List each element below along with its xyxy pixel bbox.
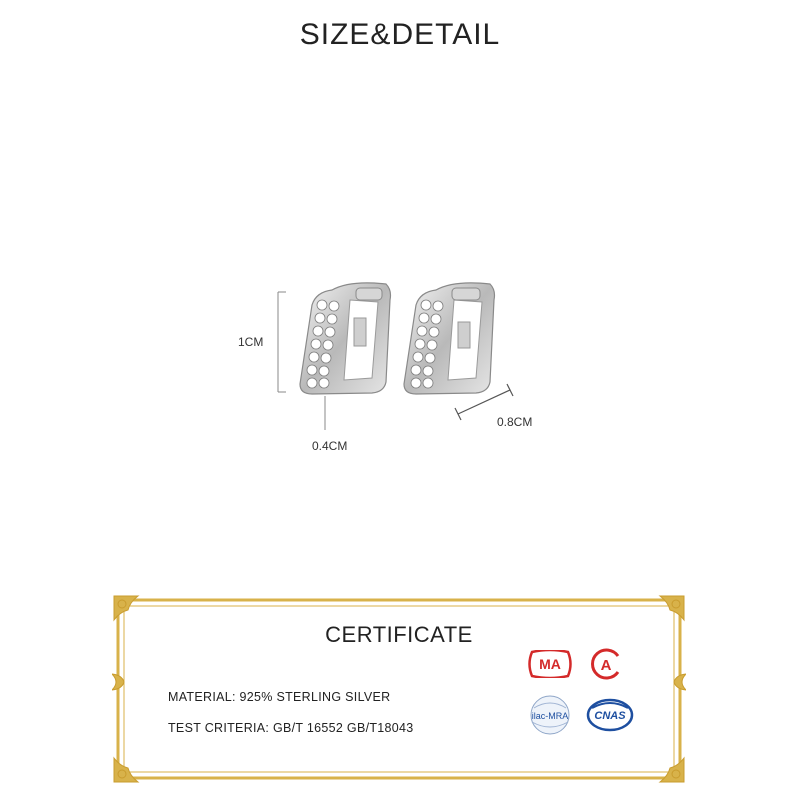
thickness-label: 0.4CM [312, 439, 348, 453]
page-title: SIZE&DETAIL [299, 18, 501, 51]
certificate-panel [112, 594, 686, 784]
material-text: MATERIAL: 925% STERLING SILVER [168, 690, 391, 704]
certificate-title: CERTIFICATE [325, 622, 473, 647]
height-label: 1CM [238, 335, 264, 349]
cma-logo-text: MA [539, 656, 561, 672]
right-earring [404, 283, 495, 394]
ca-logo-text: A [600, 657, 612, 674]
test-criteria-text: TEST CRITERIA: GB/T 16552 GB/T18043 [168, 721, 414, 735]
cma-logo-icon [526, 650, 574, 678]
ca-logo-icon [588, 648, 622, 680]
height-marker [278, 292, 286, 392]
cnas-logo-icon [586, 698, 634, 732]
ilac-logo-text: ilac-MRA [531, 711, 569, 721]
width-label: 0.8CM [497, 415, 533, 429]
left-earring [300, 283, 391, 394]
ilac-mra-logo-icon [526, 694, 574, 736]
cnas-logo-text: CNAS [594, 710, 626, 722]
